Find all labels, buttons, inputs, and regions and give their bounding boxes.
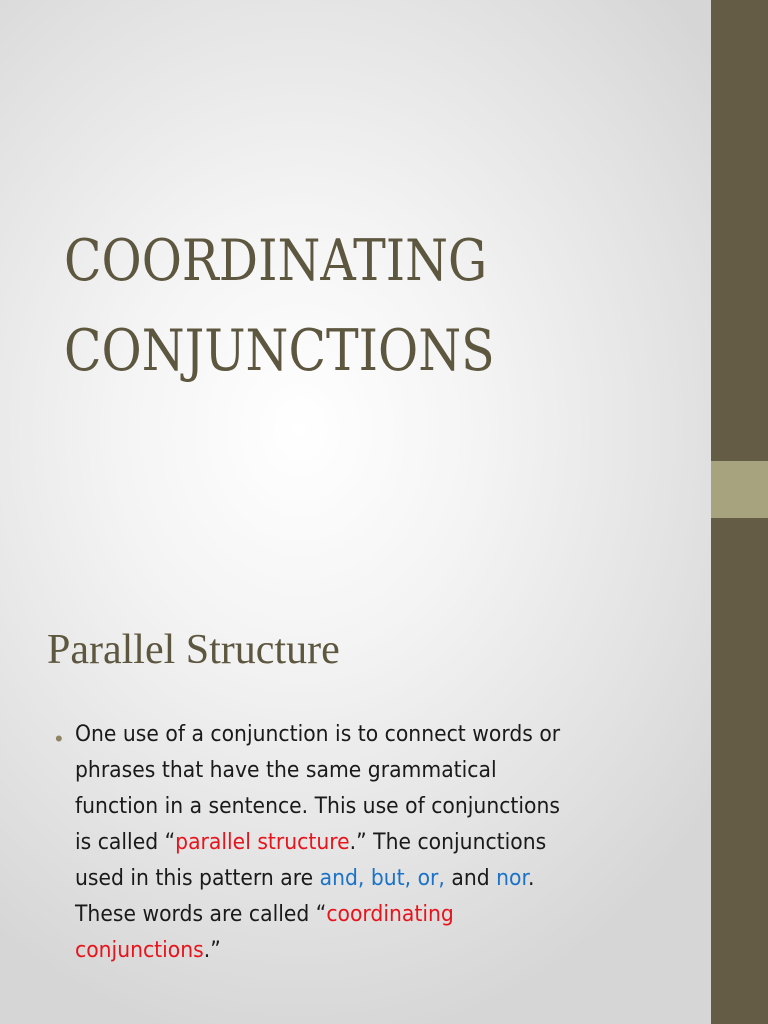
bullet-text-segment: One use of a conjunction is to connect words or	[75, 722, 561, 747]
highlighted-term: coordinating	[326, 902, 454, 927]
title-line-1: COORDINATING	[64, 228, 488, 294]
bullet-item	[55, 717, 675, 969]
bullet-text-segment: is called “	[75, 830, 176, 855]
bullet-marker: •	[55, 726, 63, 751]
bullet-text-segment: .”	[203, 938, 221, 963]
title-line-2: CONJUNCTIONS	[64, 318, 495, 384]
highlighted-term: parallel structure	[175, 830, 350, 855]
slide-subtitle: Parallel Structure	[47, 627, 340, 673]
side-accent-block	[711, 461, 768, 518]
bullet-text-segment: and	[444, 866, 497, 891]
bullet-text-segment: .	[527, 866, 535, 891]
bullet-text	[75, 717, 667, 969]
bullet-text-segment: .” The conjunctions	[349, 830, 547, 855]
bullet-text-segment: function in a sentence. This use of conjunctions	[75, 794, 561, 819]
highlighted-term: conjunctions	[75, 938, 204, 963]
slide-title	[64, 216, 597, 396]
bullet-text-segment: These words are called “	[75, 902, 327, 927]
highlighted-term: nor	[496, 866, 528, 891]
bullet-text-segment: used in this pattern are	[75, 866, 320, 891]
bullet-text-segment: phrases that have the same grammatical	[75, 758, 497, 783]
highlighted-term: and, but, or,	[319, 866, 445, 891]
